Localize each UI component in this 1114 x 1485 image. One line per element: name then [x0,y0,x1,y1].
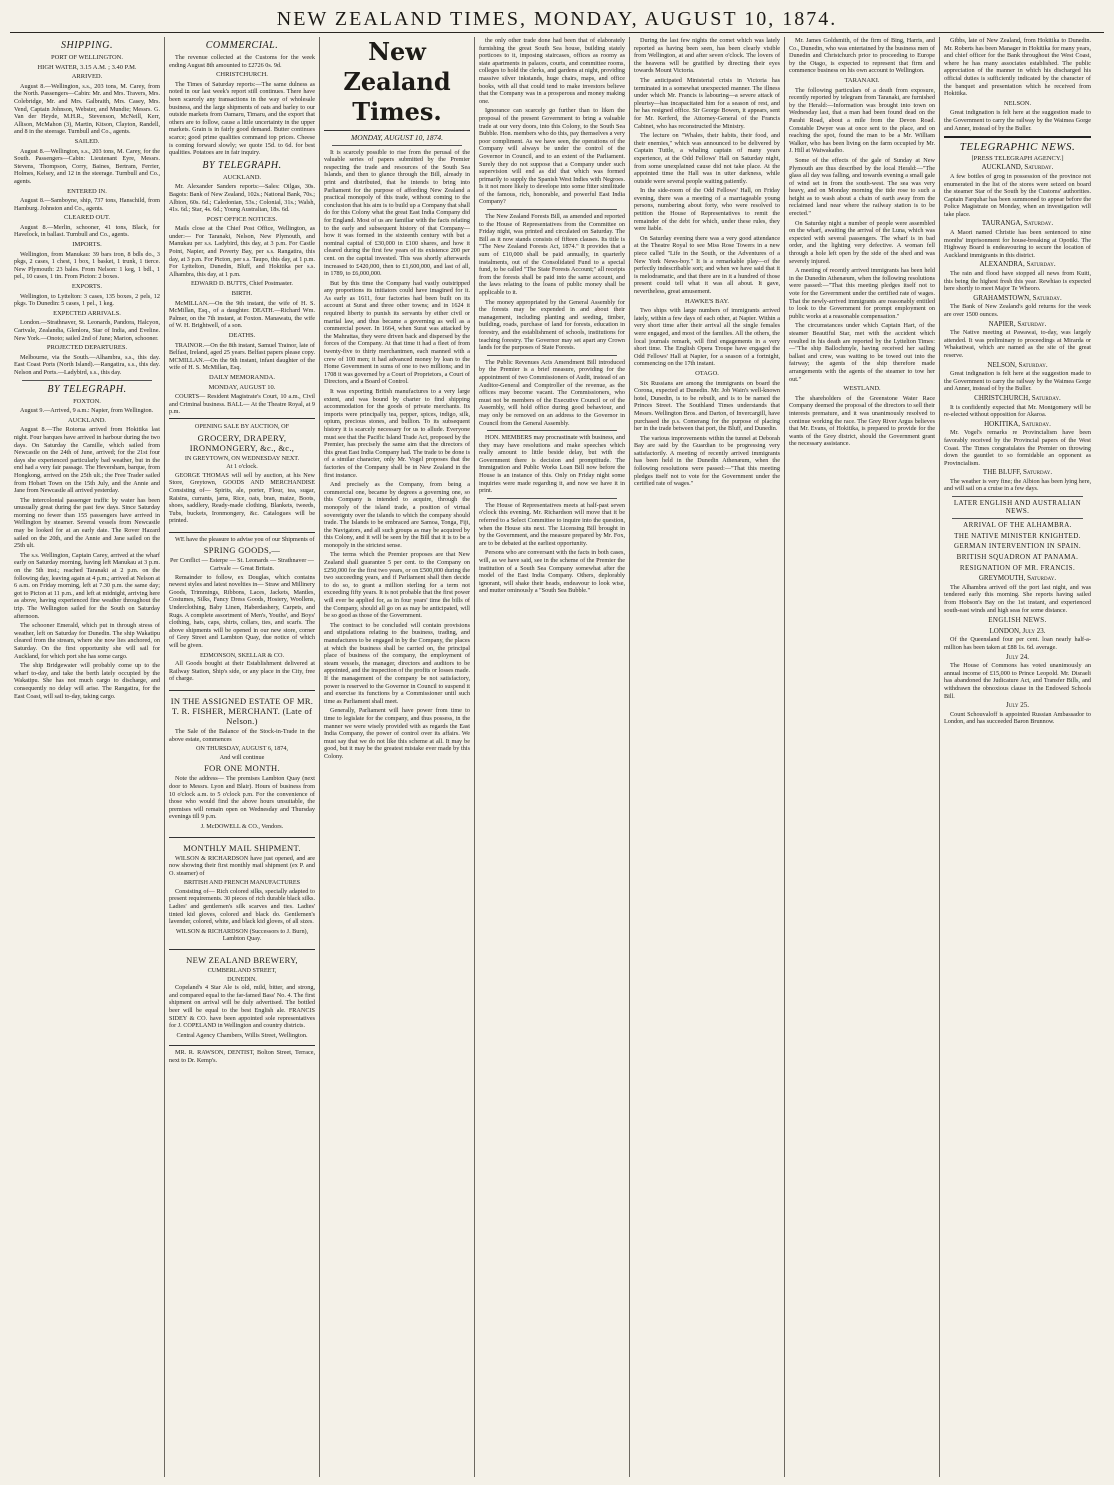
revenue-text: The revenue collected at the Customs for the week ending August 8th amounted to £2726 0s. 9d. [169,54,315,69]
post-office-heading: POST OFFICE NOTICES. [206,215,278,223]
editorial-paragraph: Generally, Parliament will have power from time to time to legislate for the company, and thus possess, in the manner we were wisely provided with as regards the East India Company, the power of control over its affairs. We must say that we do not like this scheme at all. It may be good, but it may be the greatest mistake ever made by this Colony. [324,707,470,760]
article-paragraph: the only other trade done had been that of elaborately furnishing the great South Sea house, building stately porticoes to it, imposing staircases, offices as roomy as state apartments in palaces, courts, and committee rooms, colleges to hold the clerks, and gardens at night, providing massive silver inkstands, huge chairs, maps, and office books, with all that could tend to make investors believe that the Company was in a prosperous and money making one. [479,37,625,105]
advert-auction-title: GROCERY, DRAPERY, IRONMONGERY, &c., &c., [189,432,295,453]
advert-estate-date: ON THURSDAY, AUGUST 6, 1874, [195,745,289,753]
auckland-text: August 8.—The Rotorua arrived from Hokitika last night. Four barques have arrived in harbour during the two days. On Saturday the Camille, which sailed from Newcastle on the 24th of June, arrived; for the 21st four days she experienced particularly bad weather, but in the end had a very fair passage. The Heversham, barque, from Hongkong, arrived on the 25th ult.; the Free Trader sailed from Hobart Town on the 15th July, and the Annie and Jane from Newcastle all arrived yesterday. [14,426,160,495]
dateline-greymouth: GREYMOUTH, Saturday. [978,574,1057,583]
dateline-july-25: July 25. [1006,701,1029,710]
columns [10,37,1104,1477]
divider [332,145,462,146]
deaths-text: TRAINOR.—On the 8th instant, Samuel Trainor, late of Belfast, Ireland, aged 25 years. Belfast papers please copy. MCMILLAN.—On the 9th instant, infant daughter of the wife of H. S. McMillan, Esq. [169,341,315,372]
hokitika-text: Mr. Vogel's remarks re Provincialism have been favorably received by the Provincial papers of the West Coast. The Times congratulates the Premier on throwing down the gauntlet to so formidable an opponent as Provincialism. [944,429,1091,467]
greymouth-text: The Alhambra arrived off the port last night, and was tendered early this morning. She reports having sailed from Hobson's Bay on the 1st instant, and experienced south-east winds and high seas for some distance. [944,583,1091,614]
expected-heading: EXPECTED ARRIVALS. [53,309,121,317]
daily-memoranda-text: COURTS— Resident Magistrate's Court, 10 a.m., Civil and Criminal business. BALL— At the Theatre Royal, at 9 p.m. [169,393,315,416]
news-paragraph: The anticipated Ministerial crisis in Victoria has terminated in a somewhat unexpected manner. The illness under which Mr. Francis is labouring—a severe attack of pleurisy—has incapacitated him for a season of rest, and he has resigned office. Sir George Bowen, it appears, sent for Mr. Kerferd, the Attorney-General of the Francis Cabinet, who has reconstructed the Ministry. [634,76,780,130]
advert-spring-signature: EDMONSON, SKELLAR & CO. [199,651,285,659]
auckland-text-2: The intercolonial passenger traffic by water has been unusually great during the past few days. Since Saturday morning no fewer than 155 passengers have arrived in Wellington by steamer. Several vessels from Newcastle may be looked for at an early date. The Rover Hazard sailed on the 20th, and the Annie and Jane sailed on the 25th ult. [14,496,160,550]
news-paragraph: In the side-room of the Odd Fellows' Hall, on Friday evening, there was a meeting of a marriageable young persons, numbering about forty, who were resolved to petition the House of Representatives to remit the remainder of the debt for which, under these rules, they were liable. [634,187,780,233]
advert-brewery-title: NEW ZEALAND BREWERY, [186,955,298,966]
advert-estate-title: IN THE ASSIGNED ESTATE OF MR. T. R. FISHER, MERCHANT. (Late of Nelson.) [170,695,314,726]
advert-mail-body-2: Consisting of— Rich colored silks, specially adapted to present requirements. 30 pieces of rich durable black silks. Ladies' and gentlemen's silk scarves and ties. Ladies' tinted kid gloves, colored and black do. Gentlemen's lavender, colored, white, and black kid gloves, of all sizes. [169,887,315,926]
later-news-headline: THE NATIVE MINISTER KNIGHTED. [954,531,1081,540]
daily-memoranda-date: MONDAY, AUGUST 10. [208,383,276,391]
advert-spring-goods [169,532,315,688]
auckland-text: A few bottles of grog in possession of the province not enumerated in the list of the stores were seized on board the steamer Star of the South by the Customs' authorities. Captain Farquhar has been summoned to appear before the Police Magistrate on Monday, when an investigation will take place. [944,172,1091,218]
cleared-heading: CLEARED OUT. [63,214,111,222]
advert-brewery-signature: Central Agency Chambers, Willis Street, Wellington. [176,1031,308,1039]
editorial-paragraph: But by this time the Company had vastly outstripped any proportions its initiators could have imagined for it. As early as 1611, four factories had been built on its account at Surat and three other towns; and in 1624 it required liberty to punish its servants by either civil or martial law, and thus became a governing as well as a commercial power. In 1664, when Surat was attacked by the Mahrattas, they were driven back and dispersed by the forces of the Company. At that time it had a fleet of from twenty-five to thirty merchantmen, each manned with a crew of 100 men; it had advanced money by loan to the Home Government in sums of one to two millions; and in 1708 it was governed by a Court of Proprietors, a Court of Directors, and a Board of Control. [324,279,470,386]
taranaki-heading: TARANAKI. [844,76,880,84]
news-paragraph: Gibbs, late of New Zealand, from Hokitika to Dunedin. Mr. Roberts has been Manager in Hokitika for many years, and chief officer for the Bank throughout the West Coast, where he has many associates established. The public appreciation of the manner in which his discharged his official duties is sufficiently indicated by the character of the banquet and presentation which he received from Hokitika. [944,37,1091,98]
exports-text: Wellington, to Lyttelton: 3 cases, 135 boxes, 2 pels, 12 pkgs. To Dunedin: 5 cases, 1 pel., 1 keg. [14,292,160,308]
news-paragraph: Mr. James Goldsmith, of the firm of Bing, Harris, and Co., Dunedin, who was entertained by the business men of Dunedin and Christchurch prior to proceeding to Europe by the Otago, is expected to represent that firm and commence business on his own account to Wellington. [789,37,935,75]
article-paragraph: Ignorance can scarcely go further than to liken the proposal of the present Government to bring a valuable trade at our very doors, into this Colony, to the South Sea Bubble. Hon. members who do this, pay themselves a very poor compliment. As we have seen, the operations of the Company will always be under the control of the Governor in Council, and to an extent of the Parliament. Surely they do not suppose that a Company under such supervision will end as did that which was formed primarily to supply the Spanish West Indies with Negroes. Is it not more likely to develope into some fitter similitude of the famous, rich, honorable, and powerful East India Company? [479,107,625,206]
editorial-paragraph: It is scarcely possible to rise from the perusal of the valuable series of papers submitted by the Premier respecting the trade and resources of the South Sea Islands, and then to glance through the Bill, already in print and distributed, that he intends to bring into Parliament for the purpose of affording New Zealand a practical monopoly of this trade, without coming to the conclusion that his aim is to build up a Company that shall do for this Colony what the great East India Company did for England. Most of us are familiar with the facts relating to the early and subsequent history of that Company—how it was formed in the sixteenth century with but a nominal capital of £30,000 in £100 shares, and how it cleared during the first few years of its existence 200 per cent. on the capital invested. This was shortly afterwards increased to £420,000, then to £1,600,000, and last of all, in 1789, to £6,000,000. [324,148,470,278]
telegraphic-news-heading: TELEGRAPHIC NEWS. [959,141,1076,154]
news-paragraph: Some of the effects of the gale of Sunday at New Plymouth are thus described by the local Herald:—"The glass all day was falling, and towards evening a small gale of wind set in from the south-west. The sea was very heavy, and on Monday morning the tide rose to such a height as to wash about a chain of earth away from the reclaimed land near where the railway station is to be erected." [789,156,935,218]
advert-mail-body: WILSON & RICHARDSON have just opened, and are now showing their first monthly mail shipment (ex P. and O. steamer) of [169,854,315,877]
otago-text-2: The various improvements within the tunnel at Deborah Bay are said by the Guardian to be progressing very satisfactorily. A meeting of recently arrived immigrants has been held in the Dunedin Athenæum, when the following resolutions were passed:—"That this meeting pledges itself not to vote for the Government under the certified rate of wages." [634,434,780,488]
advert-estate-body-3: Note the address— The premises Lambton Quay (next door to Messrs. Lyon and Blair). Hours of business from 10 o'clock a.m. to 5 o'clock p.m. For the convenience of those who would find the above hours unsuitable, the premises will remain open on Wednesday and Thursday evenings till 9 p.m. [169,775,315,821]
bluff-text: The weather is very fine; the Albion has been lying here, and will sail on a cruise in a few days. [944,477,1091,493]
later-news-headline: RESIGNATION OF MR. FRANCIS. [959,563,1076,572]
divider [487,430,617,431]
column-editorial [320,37,475,1477]
article-paragraph: The money appropriated by the General Assembly for the forests may be expended in and about their management, including planting and seeding, timber, building, roads, purchase of land for forests, education in forestry, and the establishment of schools, institutions for teaching forestry. The Governor may set apart any Crown lands for the purposes of State Forests. [479,298,625,352]
advert-estate-continue: And will continue [219,753,265,761]
advert-spring-list: Per Conflict — Esterpe — St. Leonards — Strathnaver — Cartvale — Great Britain. [169,557,314,573]
editorial-paragraph: The terms which the Premier proposes are that New Zealand shall guarantee 5 per cent. to the Company on £250,000 for the first two years, or on £500,000 during the two succeeding years, and if Parliament shall then decide to do so, to grant a million sterling for a term not exceeding fifty years. It is not probable that the first power will ever be applied for, as in four years' time the bills of the Company, should all go on as may be anticipated, will be so good as those of the Government. [324,551,470,620]
article-paragraph: The Public Revenues Acts Amendment Bill introduced by the Premier is a brief measure, providing for the appointment of two Commissioners of Audit, instead of an Auditor-General and Comptroller of the revenue, as the offices may become vacant. The Commissioners, who must not be members of the Executive Council or of the Assembly, will hold office during good behaviour, and may only be removed on an address to the Governor in Council from the General Assembly. [479,358,625,427]
press-agency: [PRESS TELEGRAPH AGENCY.] [971,154,1064,162]
editorial-dateline: MONDAY, AUGUST 10, 1874. [351,133,443,142]
alexandra-text: The rain and flood have stopped all news from Kuiti, this being the highest fresh this year. Rewhiao is expected here shortly to meet Major Te Wheoro. [944,270,1091,293]
entered-heading: ENTERED IN. [67,187,107,195]
advert-mail-signature: WILSON & RICHARDSON (Successors to J. Burn), Lambton Quay. [175,927,309,943]
telegraph-heading: BY TELEGRAPH. [47,383,127,395]
advert-brewery-body: Copeland's 4 Star Ale is old, mild, bitter, and strong, and compared equal to the far-famed Bass' No. 4. The first shipment on arrival will be duly advertised. The bottled beer will be equal to the best English ale. FRANCIS SIDEY & CO. have been appointed sole representatives for J. COPELAND in Wellington and country districts. [169,984,315,1030]
advert-brewery [169,949,315,1043]
divider [487,498,617,499]
christchurch-text: It is confidently expected that Mr. Montgomery will be re-elected without opposition for Akaroa. [944,403,1091,419]
exports-heading: EXPORTS. [71,283,103,291]
divider [487,209,617,210]
later-news-heading: LATER ENGLISH AND AUSTRALIAN NEWS. [953,499,1082,515]
divider [944,136,1091,138]
advert-auction-time: At 1 o'clock. [226,463,258,471]
july-25-text: Count Schouvaloff is appointed Russian Ambassador to London, and has succeeded Baron Brunnow. [944,710,1091,726]
later-news-headline: ARRIVAL OF THE ALHAMBRA. [963,521,1072,530]
imports-text: Wellington, from Manukau: 39 bars iron, 8 bdls do., 3 pkgs, 2 cases, 1 chest, 1 box, 1 basket, 1 trunk, 1 tierce. New Plymouth: 23 bales. From Nelson: 1 keg, 1 bdl., 1 pel., 10 cases, 1 tin. From Picton: 2 boxes. [14,250,160,281]
advert-brewery-town: DUNEDIN. [227,975,257,983]
column-commercial [165,37,320,1477]
advert-estate-signature: J. McDOWELL & CO., Vendors. [200,822,284,830]
auckland-text-4: The schooner Emerald, which put in through stress of weather, left on Saturday for Dunedin. The ship Wakatipu cleared from the stream, where she now lies anchored, on Saturday. On the first opportunity she will sail for Auckland, for which port she has some cargo. [14,622,160,660]
cleared-text: August 8.—Merlin, schooner, 41 tons, Black, for Havelock, in ballast. Turnbull and Co., agents. [14,223,160,239]
westland-heading: WESTLAND. [843,385,881,393]
dateline-grahamstown: GRAHAMSTOWN, Saturday. [973,293,1062,302]
auckland-heading: AUCKLAND. [67,416,107,424]
deaths-heading: DEATHS. [228,332,256,339]
dateline-alexandra: ALEXANDRA, Saturday. [979,260,1056,269]
christchurch-heading: CHRISTCHURCH. [216,71,268,79]
advert-mail-title: MONTHLY MAIL SHIPMENT. [183,842,301,853]
divider [952,496,1083,497]
advert-spring-title: SPRING GOODS,— [203,545,281,556]
advert-brewery-street: CUMBERLAND STREET, [207,967,277,975]
dateline-tauranga: TAURANGA, Saturday. [981,219,1054,228]
dateline-auckland: AUCKLAND, Saturday. [981,163,1054,172]
advert-mail-goods: BRITISH AND FRENCH MANUFACTURES [183,879,301,887]
port-heading: PORT OF WELLINGTON. [50,54,123,61]
nameplate: New Zealand Times. [324,37,470,131]
divider [22,380,152,381]
column-provincial-news [785,37,940,1477]
taranaki-text: The following particulars of a death from exposure, recently reported by telegram from Taranaki, are furnished by the Herald:—Information was brought into town on Wednesday last, that a man had been found dead on the Parahi Road, about a mile from the Devon Road. Constable Dwyer was at once sent to the place, and on reaching the spot, found the man to be a Mr. William Walker, who has been living on the farm occupied by Mr. J. Hill at Waiwakaiho. [789,86,935,155]
news-paragraph: A meeting of recently arrived immigrants has been held in the Dunedin Athenæum, when the following resolutions were passed:—"That this meeting pledges itself not to vote for the Government under the certified rate of wages. That the newly-arrived immigrants are reasonably entitled to look to the Government for prompt employment on public works at a reasonable compensation." [789,267,935,320]
post-office-signature: EDWARD D. BUTTS, Chief Postmaster. [191,280,293,288]
divider [952,518,1083,519]
dateline-nelson: NELSON, Saturday. [987,360,1048,369]
napier-text: The Native meeting at Pawawai, to-day, was largely attended. It was preliminary to proceedings at Mirarda or Whakatiwai, which are named as the site of the great reserve. [944,329,1091,359]
later-news-headline: BRITISH SQUADRON AT PANAMA. [956,553,1079,562]
dateline-july-24: July 24. [1006,652,1029,661]
advert-estate-month: FOR ONE MONTH. [204,763,280,774]
advert-spring-intro: WE have the pleasure to advise you of our Shipments of [175,535,315,543]
advert-auction-line1: OPENING SALE BY AUCTION, OF [194,422,290,430]
news-paragraph: During the last few nights the comet which was lately reported as having been seen, has been clearly visible from Wellington, at and after seven o'clock. The lovers of the heavens will be gratified by directing their eyes towards Mount Victoria. [634,37,780,75]
advert-auction [169,418,315,530]
auckland-text-3: The s.s. Wellington, Captain Carey, arrived at the wharf early on Saturday morning, having left Manukau at 3 p.m. on the 5th inst.; reached Taranaki at 2 p.m. on the following day, leaving again at 4 p.m.; arrived at Nelson at 6 a.m. on Friday morning, left at 7.30 p.m. the same day; got to Picton at 11 p.m., and left at midnight, arriving here as above, having experienced fine weather throughout the trip. The Wellington sailed for the South on Saturday afternoon. [14,551,160,620]
otago-text: Six Russians are among the immigrants on board the Corona, expected at Dunedin. Mr. Job Wain's well-known hotel, Dunedin, is to be rebuilt, and is to be named the Princes Street. The Southland Times understands that Messrs. Wellington Bros. and Darton, of Invercargill, have purchased the p.s. Comerang for the purpose of placing her in the trade between that port, the Bluff, and Dunedin. [634,379,780,433]
news-paragraph: On Saturday night a number of people were assembled on the wharf, awaiting the arrival of the Luna, which was expected with several passengers. The wharf is in bad order, and the lighting very defective. A woman fell through a hole left open by the side of the shed and was severely injured. [789,219,935,265]
daily-memoranda-heading: DAILY MEMORANDA. [209,373,275,381]
foxton-heading: FOXTON. [73,397,101,405]
nelson-text: Great indignation is felt here at the suggestion made to the Government to carry the railway by the Waimea Gorge and Anner, instead of by the Buller. [944,109,1091,132]
advert-auction-place: IN GREYTOWN, ON WEDNESDAY NEXT. [184,454,300,462]
advert-estate-body: The Sale of the Balance of the Stock-in-Trade in the above estate, commences [169,727,315,743]
nelson-tele-text: Great indignation is felt here at the suggestion made to the Government to carry the railway by the Waimea Gorge and Anner, instead of by the Buller. [944,370,1091,393]
dateline-hokitika: HOKITIKA, Saturday. [984,419,1051,428]
dateline-christchurch: CHRISTCHURCH, Saturday. [974,393,1061,402]
article-paragraph: The New Zealand Forests Bill, as amended and reported to the House of Representatives from the Committee on Friday night, was printed and circulated on Saturday. The Bill as it now stands consists of fifteen clauses. Its title is "The New Zealand Forests Act, 1874." It provides that a sum of £10,000 shall be paid annually, in quarterly instalments, out of the Consolidated Fund to a special fund, to be called "The State Forests Account;" all receipts from the forests shall be paid into the same account, and the laws relating to the loans of public money shall be applicable to it. [479,213,625,296]
advert-assigned-estate [169,690,315,835]
arrived-heading: ARRIVED. [71,73,103,81]
masthead: NEW ZEALAND TIMES, MONDAY, AUGUST 10, 1874. [10,6,1104,33]
article-paragraph: Persons who are conversant with the facts in both cases, will, as we have said, see in the scheme of the Premier the institution of a South Sea Company somewhat after the model of the East India Company. Others, deplorably ignorant, will shake their heads, endeavour to look wise, and mutter ominously a "South Sea Bubble." [479,549,625,595]
english-news-heading: ENGLISH NEWS. [988,616,1047,625]
column-telegraphic-news [940,37,1095,1477]
sailed-text: August 8.—Wellington, s.s., 203 tons, M. Carey, for the South. Passengers—Cabin: Lieutenant Eyre, Messrs. Stevens, Thompson, Corry, Baines, Bertram, Ferrier, Holmes, Kelsey, and 12 in the steerage. Turnbull and Co., agents. [14,147,160,185]
tauranga-text: A Maori named Christie has been sentenced to nine months' imprisonment for house-breaking at Opotiki. The Highway Board is endeavouring to secure the location of Auckland immigrants in this district. [944,229,1091,259]
births-heading: BIRTH. [231,290,253,298]
births-text: McMILLAN.—On the 9th instant, the wife of H. S. McMillan, Esq., of a daughter. DEATH.—Richard Wm. Palmer, on the 7th instant, at Foxton. Manawatu, the wife of W. H. Brightwell, of a son. [169,299,315,330]
post-office-text: Mails close at the Chief Post Office, Wellington, as under:— For Taranaki, Nelson, New Plymouth, and Manukau per s.s. Ladybird, this day, at 3 p.m. For Castle Point, Napier, and Poverty Bay, per s.s. Rangatira, this day, at 3 p.m. For Picton, per s.s. Taupo, this day, at 1 p.m. For Lyttelton, Dunedin, Bluff, and Hokitika per s.s. Alhambra, this day, at 1 p.m. [169,225,315,278]
westland-text: The shareholders of the Greenstone Water Race Company deemed the proposal of the directors to sell their interests premature, and it was unanimously resolved to continue working the race. The Grey River Argus believes that Mr. Evans, of Hokitika, is prepared to provide for the wants of the Grey district, should the Government grant the necessary assistance. [789,394,935,448]
expected-text: London.—Strathnaver, St. Leonards, Pandora, Halcyon, Cartvale, Zealandia, Glenlora, Star of India, and Eveline. New York.—Onoto; sailed 2nd of June; Marion, schooner. [14,319,160,342]
auckland-text: Mr. Alexander Sanders reports:—Sales: Oilgas, 30s. Bagots: Bank of New Zealand, 102s.; National Bank, 70s.; Albion, 60s. 6d.; Caledonian, 53s.; Colonial, 31s.; Walsh, 41s. 6d.; Star, 4s. 6d.; Young Australian, 18s. 6d. [169,183,315,214]
advert-spring-body: Remainder to follow, ex Douglas, which contains newest styles and latest novelties in— Straw and Millinery Goods, Trimmings, Ribbons, Laces, Jackets, Mantles, Costumes, Silks, Fancy Dress Goods, Hosiery, Woollens, Underclothing, Baby Linen, Haberdashery, Carpets, and Rugs. A complete assortment of Men's, Youths', and Boys' clothing, hats, caps, shirts, collars, ties, and scarfs. The above shipments will be opened in our new store, corner of Grey Street and Lambton Quay, due notice of which will be given. [169,573,315,649]
projected-heading: PROJECTED DEPARTURES. [46,344,128,352]
article-paragraph: HON. MEMBERS may procrastinate with business, and they may have resolutions and make speeches which really amount to little beside delay, but with the Government there is decision and promptitude. The Immigration and Public Works Loan Bill now before the House is an instance of this. Only on Friday night some inquiries were made regarding it, and now we have it in print. [479,434,625,495]
section-heading-commercial: COMMERCIAL. [205,40,279,51]
later-news-headline: GERMAN INTERVENTION IN SPAIN. [953,542,1082,551]
divider [487,355,617,356]
nelson-heading: NELSON. [1003,99,1032,107]
dateline-bluff: THE BLUFF, Saturday. [982,468,1053,477]
grahamstown-text: The Bank of New Zealand's gold returns for the week are over 1500 ounces. [944,303,1091,318]
column-editorial-continued [475,37,630,1477]
london-text: Of the Queensland four per cent. loan nearly half-a-million has been taken at £88 1s. 6d. average. [944,636,1091,651]
news-paragraph: The lecture on "Whales, their habits, their food, and their enemies," which was announced to be delivered by Captain Tuttle, a whaling captain of many years experience, at the Odd Fellows' Hall on Saturday night, from some unexplained cause did not take place. At the appointed time the Hall was in utter darkness, while outside were several people waiting patiently. [634,132,780,185]
hawkes-bay-heading: HAWKE'S BAY. [685,297,729,305]
editorial-paragraph: And precisely as the Company, from being a commercial one, became by degrees a governing one, so this Company is intended to acquire, through the monopoly of the island trade, a position of virtual sovereignty over the islands to which the company should trade. The Islands to be embraced are Samoa, Tonga, Fiji, the Navigators, and all such groups as may be acquired by this Colony, and it will be seen by the Bill that it is to be a monopoly in the strictest sense. [324,481,470,549]
advert-monthly-mail [169,837,315,948]
july-24-text: The House of Commons has voted unanimously an annual income of £15,000 to Prince Leopold. Mr. Disraeli has abandoned the Judicature Act, and Transfer Bills, and withdrawn the obnoxious clause in the Endowed Schools Bill. [944,662,1091,700]
foxton-text: August 9.—Arrived, 9 a.m.: Napier, from Wellington. [20,407,154,415]
editorial-paragraph: It was exporting British manufactures to a very large extent, and was bound by charter to find shipping accommodation for the goods of private merchants. Its imports were principally tea, pepper, spices, indigo, silk, opium, precious stones, and bullion. To its subsequent history it is scarcely necessary for us to allude. Everyone must see that the Pacific Island Trade Act, proposed by the Premier, has precisely the same aim that the directors of this great East India Company had. The trade to be done is of a similar character, only Mr. Vogel proposes that the factories of the Company shall be in New Zealand in the first instance. [324,388,470,479]
auckland-heading: AUCKLAND. [222,173,262,181]
entered-text: August 8.—Samboyne, ship, 737 tons, Hanschild, from Hamburg. Johnston and Co., agents. [14,197,160,212]
otago-heading: OTAGO. [695,369,719,377]
dateline-napier: NAPIER, Saturday. [988,319,1047,328]
advert-spring-note: All Goods bought at their Establishment delivered at Railway Station, Ship's side, or any place in the City, free of charge. [169,660,315,683]
news-paragraph: The circumstances under which Captain Hart, of the steamer Beautiful Star, met with the accident which resulted in his death are reported by the Lyttelton Times:—"The ship Ballochmyle, having received her sailing ballast and crew, was waiting to be towed out into the fairway; the agents of the ship therefore made arrangements with the agents of the steamer to tow her out." [789,322,935,383]
news-paragraph: On Saturday evening there was a very good attendance at the Theatre Royal to see Miss Rose Towers in a new piece called "Life in the South, or the Adventures of a New York News-boy." It is a remarkable play—of the perfectly indescribable sort; and when we have said that it is melodramatic, and that there are in it a hundred of those present could tell what it was all about. It gave, nevertheless, great amusement. [634,234,780,295]
column-shipping [10,37,165,1477]
auckland-text-5: The ship Bridgewater will probably come up to the wharf to-day, and take the berth lately occupied by the Wakatipu. She has not much cargo to discharge, and consequently no delay will arise. The Rangatira, for the East Coast, will sail to-day, taking cargo. [14,662,160,700]
dateline-london: LONDON, July 23. [989,626,1046,635]
arrived-text: August 8.—Wellington, s.s., 203 tons, M. Carey, from the North. Passengers—Cabin: Mr. and Mrs. Travers, Mrs. Colebridge, Mr. and Mrs. Galbraith, Mrs. Casey, Mrs. Vend, Captain Johnson, Webster, and Mundie; Messrs. G. Van der Heyde, M.H.R., Stevenson, McNeill, Kerr, Allison, McMahon (3), Martin, Kitson, Clayton, Randell, and 8 in the steerage. Turnbull and Co., agents. [14,82,160,136]
imports-heading: IMPORTS. [72,241,102,249]
high-water: HIGH WATER, 3.15 A.M. ; 3.40 P.M. [37,63,137,71]
article-paragraph: The House of Representatives meets at half-past seven o'clock this evening. Mr. Richardson will move that it be referred to a Select Committee to inquire into the question, when the House sits next. The Licensing Bill brought in by the Government, and the measure prepared by Mr. Fox, are to be debated at the earliest opportunity. [479,501,625,547]
christchurch-text: The Times of Saturday reports:—The same dulness as noted in our last week's report still continues. There have been scarcely any transactions in the way of wholesale business, and the large shipments of oats and barley to our outside markets from Oamaru, Timaru, and the export that others are to follow, cause a little uncertainty in the upper markets. Grain is in fairly good demand. Butter continues scarce; good prime qualities command top prices. Cheese is coming forward slowly; we quote 15d. to 6d. for best qualities. Potatoes are in fair inquiry. [169,80,315,157]
advert-auction-body: GEORGE THOMAS will sell by auction, at his New Store, Greytown, GOODS AND MERCHANDISE Consisting of— Spirits, ale, porter, Flour, tea, sugar, Raisins, currants, jams, Rice, oats, bran, maize, Boots, shoes, saddlery, Ready-made clothing, Blankets, tweeds, Tubs, buckets, Ironmongery, &c. Catalogues will be printed. [169,471,315,525]
section-heading-shipping: SHIPPING. [61,40,113,51]
hawkes-bay-text: Two ships with large numbers of immigrants arrived lately, within a few days of each other, at Napier. Within a very short time after their arrival all the single females were engaged, and most of the families. All the others, the local journals remark, will find engagements in a very short time. The English Opera Troupe have engaged the Odd Fellows' Hall at Napier, for a season of a fortnight, commencing on the 17th instant. [634,307,780,368]
advert-dentist [169,1045,315,1069]
telegraph-heading: BY TELEGRAPH. [202,159,282,171]
editorial-paragraph: The contract to be concluded will contain provisions and stipulations relating to the business, trading, and manufactures to be engaged in by the Company, the places at which the business shall be carried on, the principal place of business of the company, the employment of steam vessels, the manager, directors and auditors to be appointed, and the inspection of the profits or losses made. If the management of the company be not satisfactory, power is reserved to the Governor in Council to suspend it and exercise its functions by a Commissioner until such time as Parliament shall meet. [324,621,470,705]
column-local-news [630,37,785,1477]
advert-dentist-text: MR. R. RAWSON, DENTIST, Bolton Street, Terrace, next to Dr. Kemp's. [169,1049,315,1064]
projected-text: Melbourne, via the South.—Alhambra, s.s., this day. East Coast Ports (North Island).—Rangatira, s.s., this day. Nelson and Ports.—Ladybird, s.s., this day. [14,353,160,376]
sailed-heading: SAILED. [74,137,100,145]
